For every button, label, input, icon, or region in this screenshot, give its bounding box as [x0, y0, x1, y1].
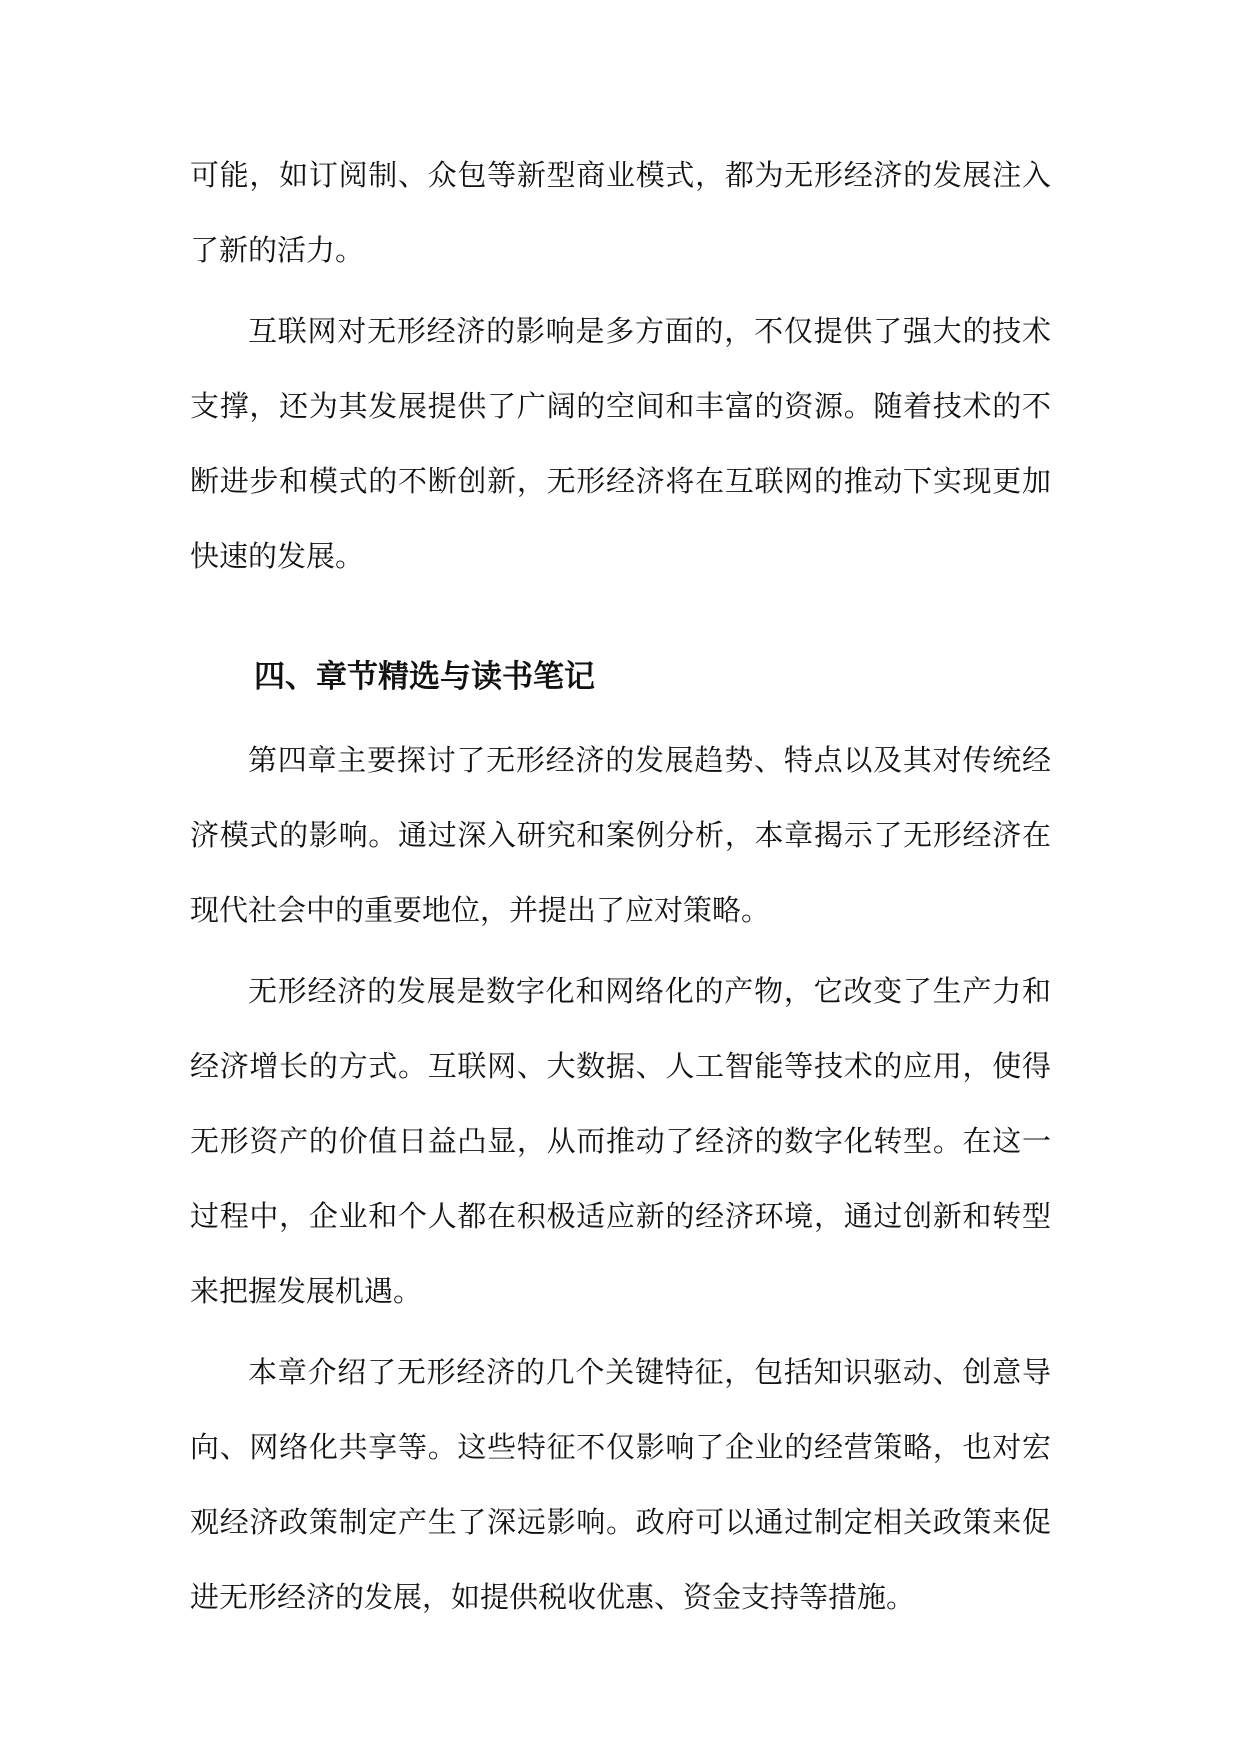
paragraph-digitalization: 无形经济的发展是数字化和网络化的产物，它改变了生产力和经济增长的方式。互联网、大数据、人工智能等技术的应用，使得无形资产的价值日益凸显，从而推动了经济的数字化转型。在这一过程中，企业和个人都在积极适应新的经济环境，通过创新和转型来把握发展机遇。 — [190, 974, 1051, 1308]
section-heading: 四、章节精选与读书笔记 — [254, 659, 595, 695]
paragraph-chapter-four-summary: 第四章主要探讨了无形经济的发展趋势、特点以及其对传统经济模式的影响。通过深入研究和案例分析，本章揭示了无形经济在现代社会中的重要地位，并提出了应对策略。 — [190, 743, 1051, 927]
paragraph-key-features: 本章介绍了无形经济的几个关键特征，包括知识驱动、创意导向、网络化共享等。这些特征不仅影响了企业的经营策略，也对宏观经济政策制定产生了深远影响。政府可以通过制定相关政策来促进无形经济的发展，如提供税收优惠、资金支持等措施。 — [190, 1355, 1051, 1614]
paragraph-continued: 可能，如订阅制、众包等新型商业模式，都为无形经济的发展注入了新的活力。 — [190, 158, 1051, 267]
paragraph-internet-impact: 互联网对无形经济的影响是多方面的，不仅提供了强大的技术支撑，还为其发展提供了广阔的空间和丰富的资源。随着技术的不断进步和模式的不断创新，无形经济将在互联网的推动下实现更加快速的发展。 — [190, 314, 1051, 573]
